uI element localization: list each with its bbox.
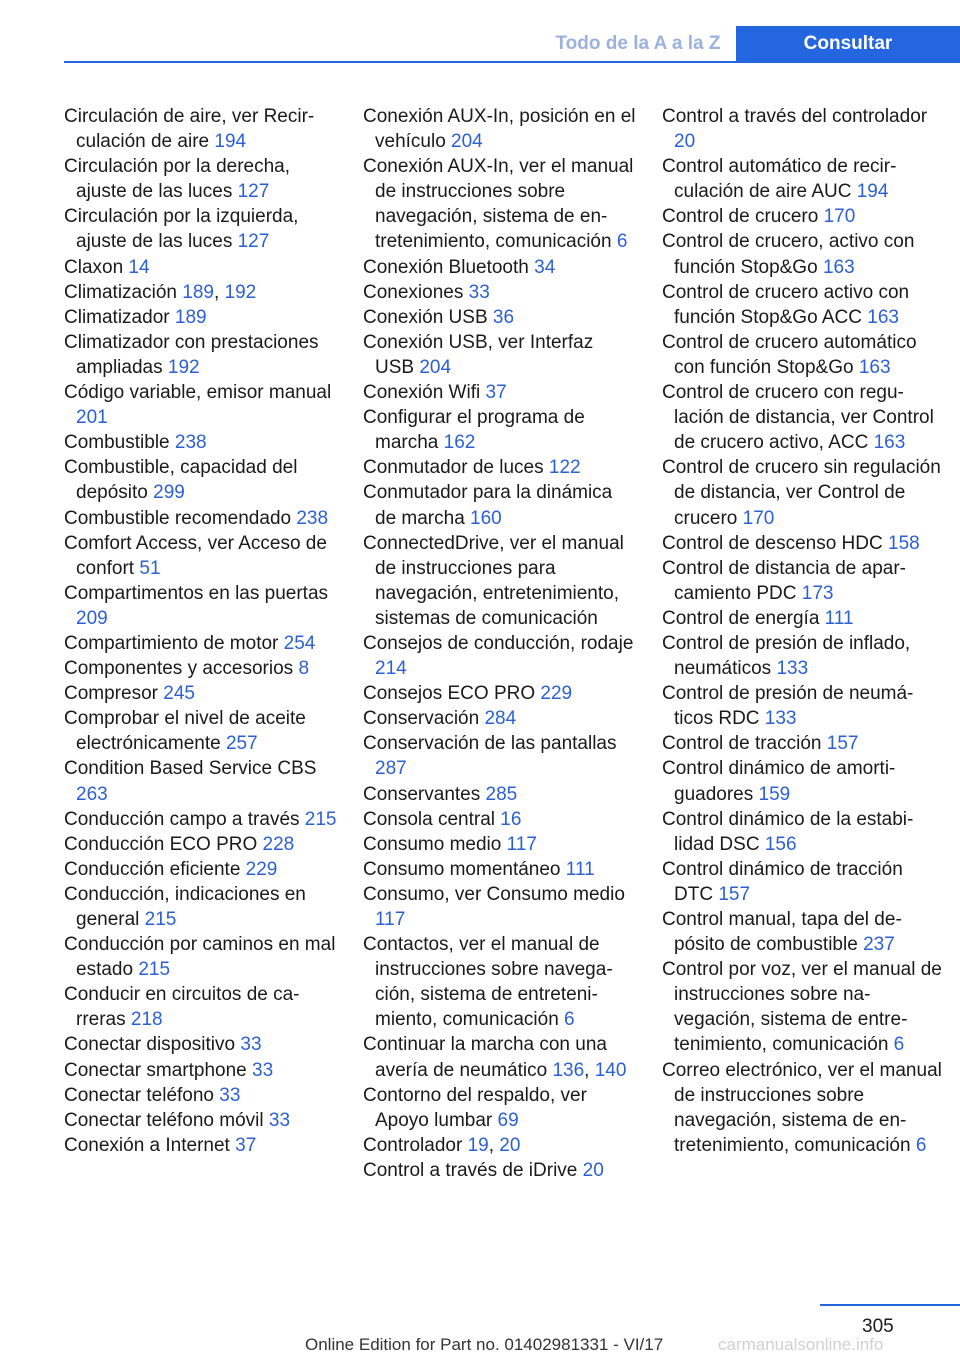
page-ref-link[interactable]: 163 [822,256,855,278]
entry-term: Conmutador para la dinámica de marcha [363,482,613,529]
page-ref-link[interactable]: 245 [163,683,195,705]
page-ref-link[interactable]: 238 [174,432,207,454]
page-ref-link[interactable]: 33 [252,1059,274,1081]
page-ref-link[interactable]: 157 [826,733,859,755]
index-entry [64,380,338,430]
entry-term: Combustible recomendado [64,507,297,529]
page-ref-link[interactable]: 160 [470,507,502,529]
page-ref-link[interactable]: 209 [76,607,108,629]
entry-term: Combustible [64,432,175,454]
index-entry [64,330,338,380]
entry-term: Climatizador con prestaciones ampliadas [64,331,319,378]
index-entry [363,280,637,305]
index-entry [64,832,338,857]
page-ref-link[interactable]: 20 [674,131,696,153]
page-ref-link[interactable]: 194 [214,131,247,153]
page-ref-link[interactable]: 192 [167,356,200,378]
index-entry [64,631,338,656]
entry-term: Conectar teléfono móvil [64,1109,269,1131]
page-ref-link[interactable]: 159 [758,783,791,805]
page-ref-link[interactable]: 237 [863,934,895,956]
page-ref-link[interactable]: 51 [139,557,161,579]
index-entry [662,807,942,857]
index-entry [64,430,338,455]
index-entry [64,882,338,932]
index-entry [363,455,637,480]
entry-term: Control dinámico de amortiguadores [662,758,896,805]
entry-term: Circulación por la izquierda, ajuste de las luces [64,206,299,253]
entry-term: Conducción campo a través [64,808,305,830]
entry-term: Consejos ECO PRO [363,683,541,705]
page-ref-link[interactable]: 33 [219,1084,241,1106]
index-entry: Continuar la marcha con una avería de neumático 136, 140 [363,1034,627,1081]
entry-term: Control de presión de inflado, neumáticos [662,632,911,680]
header-tabs [540,26,960,62]
index-entry [64,706,338,756]
entry-term: Control a través del controlador [662,106,928,127]
page-ref-link[interactable]: 6 [893,1034,905,1056]
entry-term: Compartimiento de motor [64,632,284,654]
entry-term: Controlador [363,1134,468,1156]
index-entry [363,1083,637,1133]
index-entry [363,807,637,832]
entry-term: Control de crucero, activo con función Stop&Go [662,231,915,278]
tab-active[interactable]: Consultar [736,26,960,62]
page-ref-link[interactable]: 127 [237,181,270,203]
index-entry [662,154,942,204]
index-entry [363,255,637,280]
entry-term: Conexión AUX-In, posición en el vehículo [363,106,636,153]
index-entry [662,380,942,455]
index-entry [64,104,338,154]
page-ref-link[interactable]: 163 [873,432,906,454]
entry-term: Control de energía [662,607,825,629]
entry-term: Contorno del respaldo, ver Apoyo lumbar [363,1084,587,1131]
page-ref-link[interactable]: 170 [823,206,856,228]
page-ref-link[interactable]: 194 [856,181,889,203]
entry-term: Consejos de conducción, rodaje [363,632,634,654]
index-entry [64,756,338,806]
entry-term: Control manual, tapa del depósito de combustible [662,909,902,956]
entry-term: Continuar la marcha con una avería de neumático [363,1034,607,1081]
index-entry [64,681,338,706]
page-ref-link[interactable]: 201 [76,407,108,429]
entry-term: Compresor [64,683,164,705]
page-ref-link[interactable]: 162 [443,432,476,454]
entry-term: Conducción por caminos en mal estado [64,934,336,981]
entry-term: Control de descenso HDC [662,532,888,554]
index-entry [662,556,942,606]
page-ref-link[interactable]: 33 [468,281,490,303]
page-ref-link[interactable]: 6 [915,1134,927,1156]
tab-section[interactable]: Todo de la A a la Z [540,26,736,62]
index-entry [662,229,942,279]
index-entry [363,932,637,1032]
index-entry [64,455,338,505]
entry-term: Comprobar el nivel de aceite electrónicamente [64,708,306,755]
index-entry [64,1083,338,1108]
index-column-1 [64,104,338,1158]
page-ref-link[interactable]: 33 [240,1034,262,1056]
entry-term: Control dinámico de la estabilidad DSC [662,808,914,855]
index-entry [363,832,637,857]
page-ref-link[interactable]: 192 [224,281,257,303]
entry-term: Conducción ECO PRO [64,833,263,855]
index-entry [64,581,338,631]
entry-term: Código variable, emisor manual [64,382,332,404]
entry-term: Comfort Access, ver Acceso de confort [64,532,327,579]
index-entry [662,280,942,330]
entry-term: Control de presión de neumáticos RDC [662,683,914,730]
entry-term: Circulación de aire, ver Recirculación de aire [64,106,315,153]
page-ref-link[interactable]: 117 [506,833,537,855]
entry-term: Climatización [64,281,183,303]
index-entry [64,531,338,581]
page-ref-link[interactable]: 285 [485,783,518,805]
header-divider [64,61,960,63]
page-ref-link[interactable]: 36 [492,306,515,328]
index-entry [363,857,637,882]
index-entry [662,681,942,731]
page-ref-link[interactable]: 133 [776,658,809,680]
index-entry [64,506,338,531]
index-entry [363,1158,637,1183]
entry-term: Conexión USB, ver Interfaz USB [363,331,594,378]
index-entry [363,405,637,455]
page-ref-link[interactable]: 163 [867,306,899,328]
index-entry [64,932,338,982]
index-entry [64,255,338,280]
page-ref-link[interactable]: 173 [801,582,834,604]
entry-term: Correo electrónico, ver el manual de instrucciones sobre navegación, sistema de entretenimiento, comunicación [662,1059,942,1156]
page-ref-link[interactable]: 204 [451,131,483,153]
page-ref-link[interactable]: 111 [824,607,854,629]
footer-edition: Online Edition for Part no. 01402981331 - VI/17 [305,1335,664,1354]
index-entry [363,706,637,731]
page-ref-link[interactable]: 122 [548,457,581,479]
index-entry [662,756,942,806]
index-entry [662,857,942,907]
entry-term: Control de tracción [662,733,827,755]
index-entry [363,882,637,932]
index-entry [64,1058,338,1083]
entry-term: Conservación [363,708,485,730]
page-ref-link[interactable]: 6 [564,1009,575,1031]
entry-term: Control a través de iDrive [363,1159,583,1181]
entry-term: Conducción, indicaciones en general [64,883,306,930]
index-entry [363,531,637,631]
index-entry [64,305,338,330]
entry-term: Conexión AUX-In, ver el manual de instrucciones sobre navegación, sistema de entretenimiento, comunicación [363,156,634,253]
entry-term: Componentes y accesorios [64,658,299,680]
page-number: 305 [862,1316,894,1337]
page-ref-link[interactable]: 254 [283,632,316,654]
index-entry [662,104,942,154]
index-entry [64,982,338,1032]
entry-term: Climatizador [64,306,175,328]
page-ref-link[interactable]: 37 [235,1134,257,1156]
entry-term: Control de crucero con regulación de distancia, ver Control de crucero activo, ACC [662,382,934,454]
page-ref-link[interactable]: 218 [130,1009,163,1031]
page-ref-link[interactable]: 299 [153,482,185,504]
page-ref-link[interactable]: 238 [296,507,329,529]
page-ref-link[interactable]: 228 [262,833,295,855]
index-entry [363,731,637,781]
page-ref-link[interactable]: 20 [582,1159,604,1181]
entry-term: Consumo medio [363,833,507,855]
entry-term: Compartimentos en las puertas [64,582,329,604]
entry-term: Configurar el programa de marcha [363,407,585,454]
index-entry [64,154,338,204]
page-ref-link[interactable]: 229 [245,858,278,880]
index-entry [662,731,942,756]
entry-term: Conexión Wifi [363,382,486,404]
entry-term: Control de crucero automático con función Stop&Go [662,331,917,378]
index-entry [363,104,637,154]
index-entry [662,606,942,631]
entry-term: Circulación por la derecha, ajuste de las luces [64,156,291,203]
page-ref-link[interactable]: 215 [144,909,177,930]
entry-term: Conducir en circuitos de carreras [64,984,300,1031]
footer-divider [820,1304,960,1306]
page-ref-link[interactable]: 136 [552,1059,585,1081]
index-entry [363,782,637,807]
page-ref-link[interactable]: 189 [182,281,214,303]
page-ref-link[interactable]: 156 [764,833,797,855]
page-ref-link[interactable]: 20 [499,1134,521,1156]
page-ref-link[interactable]: 6 [616,231,628,253]
page-ref-link[interactable]: 33 [268,1109,291,1131]
index-entry [64,857,338,882]
page-ref-link[interactable]: 157 [718,883,751,905]
entry-term: Conexión Bluetooth [363,256,535,278]
entry-term: Contactos, ver el manual de instrucciones sobre navegación, sistema de entretenimiento, comunicación [363,934,613,1031]
index-entry [662,455,942,530]
index-entry [363,480,637,530]
index-entry [363,330,637,380]
index-entry [363,380,637,405]
entry-term: ConnectedDrive, ver el manual de instrucciones para navegación, entretenimiento, sistemas de comunicación [363,532,624,629]
entry-term: Control de crucero [662,206,824,228]
page-ref-link[interactable]: 140 [594,1059,627,1081]
page-ref-link[interactable]: 163 [858,356,891,378]
entry-term: Control de distancia de aparcamiento PDC [662,557,906,604]
page-ref-link[interactable]: 215 [138,959,171,981]
index-entry [662,531,942,556]
footer-watermark: carmanualsonline.info [718,1335,884,1354]
page-ref-link[interactable]: 158 [888,532,920,554]
page-ref-link[interactable]: 257 [225,733,258,755]
entry-term: Control de crucero sin regulación de distancia, ver Control de crucero [662,457,941,529]
page-ref-link[interactable]: 229 [540,683,573,705]
entry-term: Conservantes [363,783,486,805]
index-entry [363,154,637,254]
page-ref-link[interactable]: 111 [565,858,595,880]
index-entry [64,656,338,681]
index-column-3 [662,104,942,1158]
page-ref-link[interactable]: 16 [500,808,522,830]
entry-term: Consumo momentáneo [363,858,566,880]
index-entry [662,330,942,380]
page-ref-link[interactable]: 214 [375,658,407,680]
entry-term: Conexión a Internet [64,1134,236,1156]
page-ref-link[interactable]: 133 [764,708,797,730]
entry-term: Conectar teléfono [64,1084,220,1106]
page-ref-link[interactable]: 215 [304,808,337,830]
index-entry: Climatización 189, 192 [64,281,257,303]
page-ref-link[interactable]: 69 [497,1109,519,1131]
index-entry [662,631,942,681]
index-entry: Controlador 19, 20 [363,1134,521,1156]
page-ref-link[interactable]: 34 [534,256,556,278]
entry-term: Conservación de las pantallas [363,733,617,755]
index-entry [64,1108,338,1133]
index-entry [64,807,338,832]
entry-term: Conexiones [363,281,469,303]
index-entry [363,631,637,681]
entry-term: Conexión USB [363,306,493,328]
entry-term: Consola central [363,808,501,830]
entry-term: Conmutador de luces [363,457,549,479]
page-ref-link[interactable]: 284 [484,708,517,730]
page-ref-link[interactable]: 287 [375,758,407,780]
index-entry [363,305,637,330]
index-column-2 [363,104,637,1183]
page-ref-link[interactable]: 170 [742,507,775,529]
entry-term: Conectar dispositivo [64,1034,241,1056]
page-ref-link[interactable]: 37 [485,382,507,404]
page-ref-link[interactable]: 19 [467,1134,489,1156]
entry-term: Consumo, ver Consumo medio [363,883,625,905]
page-ref-link[interactable]: 117 [375,909,406,930]
entry-term: Control dinámico de tracción DTC [662,858,903,905]
index-entry [64,204,338,254]
entry-term: Control por voz, ver el manual de instrucciones sobre navegación, sistema de entretenimiento, comunicación [662,959,942,1056]
entry-term: Control automático de recirculación de aire AUC [662,156,897,203]
page-ref-link[interactable]: 127 [237,231,270,253]
page-ref-link[interactable]: 8 [298,658,310,680]
entry-term: Combustible, capacidad del depósito [64,457,298,504]
index-entry [662,907,942,957]
index-entry [662,1058,942,1158]
index-entry [662,204,942,229]
index-entry [662,957,942,1057]
index-entry [64,1133,338,1158]
index-entry [64,1032,338,1057]
page-ref-link[interactable]: 189 [174,306,207,328]
page-ref-link[interactable]: 14 [128,256,150,278]
page-ref-link[interactable]: 263 [76,783,108,805]
index-entry [363,681,637,706]
entry-term: Control de crucero activo con función Stop&Go ACC [662,281,910,328]
page-ref-link[interactable]: 204 [419,356,452,378]
entry-term: Conectar smartphone [64,1059,252,1081]
entry-term: Claxon [64,256,129,278]
entry-term: Condition Based Service CBS [64,758,317,780]
entry-term: Conducción eficiente [64,858,246,880]
